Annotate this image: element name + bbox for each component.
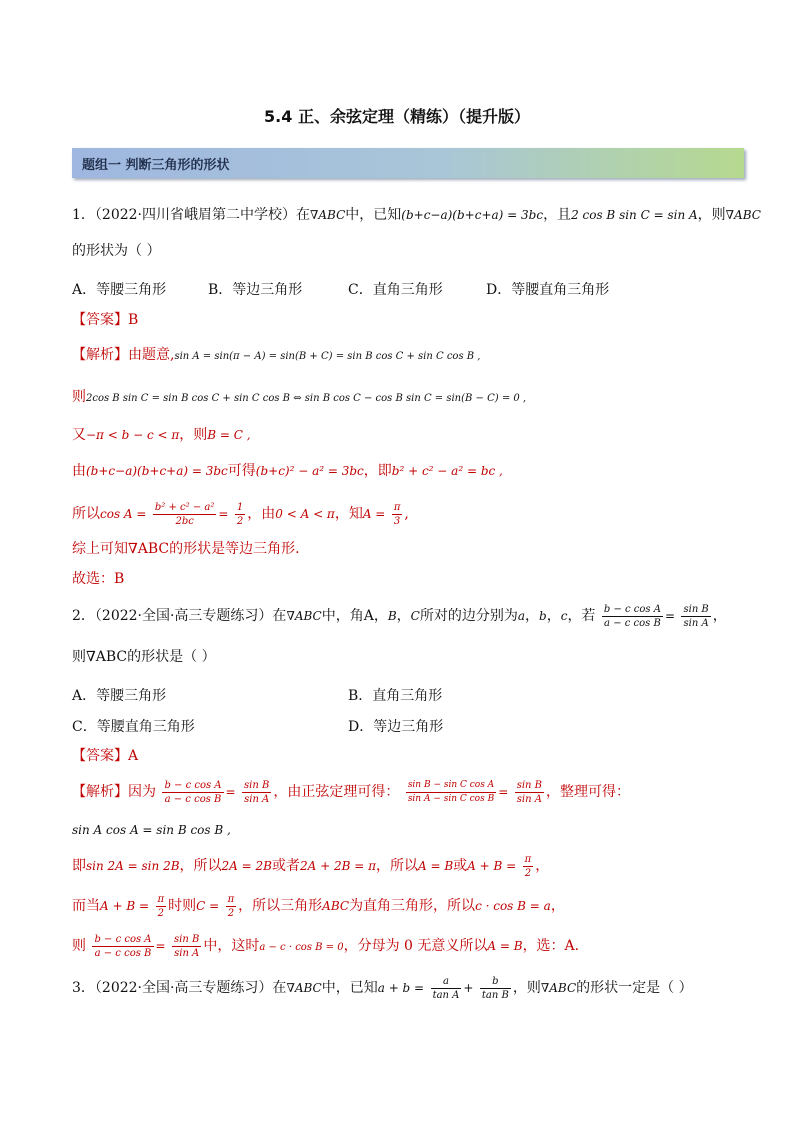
fraction: $\frac{\text{b − c cos A}}{\text{a − c cos B}}$ bbox=[94, 933, 152, 959]
q2-solution-line3: 即sin 2A = sin 2B，所以2A = 2B或者2A + 2B = π，所以A = B或A + B = $\frac{\pi}{2}$ ， bbox=[72, 853, 550, 879]
section-banner bbox=[72, 148, 744, 178]
fraction: $\frac{a}{\text{tan A}}$ bbox=[432, 975, 460, 1001]
q1-answer: 【答案】B bbox=[72, 312, 139, 328]
q1-option-a: A．等腰三角形 bbox=[72, 282, 167, 298]
fraction: $\frac{\pi}{3}$ bbox=[393, 501, 401, 527]
q1-stem-line2: 的形状为（ ） bbox=[72, 243, 161, 259]
fraction: $\frac{\text{sin B}}{\text{sin A}}$ bbox=[516, 779, 543, 805]
q1-choice: 故选：B bbox=[72, 571, 125, 587]
q1-solution-line2: 则2cos B sin C = sin B cos C + sin C cos B ⇔ sin B cos C − cos B sin C = sin(B − C) = 0 , bbox=[72, 389, 527, 405]
q2-stem-line2: 则∇ABC的形状是（ ） bbox=[72, 649, 216, 665]
q2-solution-line5: 则 $\frac{\text{b − c cos A}}{\text{a − c cos B}}$ = $\frac{\text{sin B}}{\text{sin A}}$ 中，这时a − c · cos B = 0，分母为 0 无意义所以A = B，选：A. bbox=[72, 933, 580, 959]
q2-solution-line4: 而当A + B = $\frac{\pi}{2}$ 时则C = $\frac{\pi}{2}$ ，所以三角形ABC为直角三角形，所以c · cos B = a， bbox=[72, 893, 565, 919]
q1-solution-line3: 又−π < b − c < π，则B = C , bbox=[72, 427, 251, 443]
q3-stem: 3．（2022·全国·高三专题练习）在∇ABC中，已知a + b = $\frac{a}{\text{tan A}}$ + $\frac{b}{\text{tan B}}$ ，则∇ABC的形状一定是（ ） bbox=[72, 975, 693, 1001]
q1-option-c: C．直角三角形 bbox=[348, 282, 443, 298]
fraction: $\frac{\text{b − c cos A}}{\text{a − c cos B}}$ bbox=[603, 603, 661, 629]
q1-conclusion: 综上可知∇ABC的形状是等边三角形. bbox=[72, 541, 300, 557]
q2-option-c: C．等腰直角三角形 bbox=[72, 719, 195, 735]
fraction: $\frac{\pi}{2}$ bbox=[157, 893, 165, 919]
q1-option-b: B．等边三角形 bbox=[208, 282, 303, 298]
fraction: $\frac{\text{sin B}}{\text{sin A}}$ bbox=[244, 779, 270, 805]
fraction: $\frac{\text{sin B − sin C cos A}}{\text{sin A − sin C cos B}}$ bbox=[407, 779, 495, 804]
q1-solution-line1: 【解析】由题意,sin A = sin(π − A) = sin(B + C) = sin B cos C + sin C cos B , bbox=[72, 347, 481, 363]
fraction: $\frac{\text{b² + c² − a²}}{2bc}$ bbox=[154, 501, 215, 527]
q2-stem-line1: 2．（2022·全国·高三专题练习）在∇ABC中，角A，B，C所对的边分别为a，b，c，若 $\frac{\text{b − c cos A}}{\text{a − c cos B}}$ = $\frac{\text{sin B}}{\text{sin A}}$ ， bbox=[72, 603, 727, 629]
page-title: 5.4 正、余弦定理（精练）（提升版） bbox=[264, 107, 530, 126]
q2-answer: 【答案】A bbox=[72, 748, 139, 764]
q2-solution-line1: 【解析】因为 $\frac{\text{b − c cos A}}{\text{a − c cos B}}$ = $\frac{\text{sin B}}{\text{sin A}}$ ，由正弦定理可得： $\frac{\text{sin B − sin C cos A}}{\text{sin A − sin C cos B}}$ = $\frac{\text{sin B}}{\text{sin A}}$ ，整理可得： bbox=[72, 779, 631, 805]
q2-option-a: A．等腰三角形 bbox=[72, 688, 167, 704]
q1-stem-line1: 1．（2022·四川省峨眉第二中学校）在∇ABC中，已知(b+c−a)(b+c+a) = 3bc，且2 cos B sin C = sin A，则∇ABC bbox=[72, 207, 761, 223]
fraction: $\frac{1}{2}$ bbox=[236, 501, 244, 527]
section-banner-label: 题组一 判断三角形的形状 bbox=[82, 158, 230, 173]
fraction: $\frac{\text{sin B}}{\text{sin A}}$ bbox=[683, 603, 709, 629]
fraction: $\frac{\pi}{2}$ bbox=[227, 893, 235, 919]
q1-solution-line5: 所以cos A = $\frac{\text{b² + c² − a²}}{2bc}$ = $\frac{1}{2}$ ，由0 < A < π，知A = $\frac{\pi}{3}$ , bbox=[72, 501, 409, 527]
fraction: $\frac{\text{b − c cos A}}{\text{a − c cos B}}$ bbox=[164, 779, 222, 805]
q2-option-b: B．直角三角形 bbox=[348, 688, 443, 704]
fraction: $\frac{\text{sin B}}{\text{sin A}}$ bbox=[174, 933, 200, 959]
q2-solution-line2: sin A cos A = sin B cos B , bbox=[72, 823, 231, 837]
q1-solution-line4: 由(b+c−a)(b+c+a) = 3bc可得(b+c)² − a² = 3bc，即b² + c² − a² = bc , bbox=[72, 463, 503, 479]
fraction: $\frac{b}{\text{tan B}}$ bbox=[481, 975, 509, 1001]
q2-option-d: D．等边三角形 bbox=[348, 719, 444, 735]
fraction: $\frac{\pi}{2}$ bbox=[524, 853, 532, 879]
q1-option-d: D．等腰直角三角形 bbox=[486, 282, 610, 298]
